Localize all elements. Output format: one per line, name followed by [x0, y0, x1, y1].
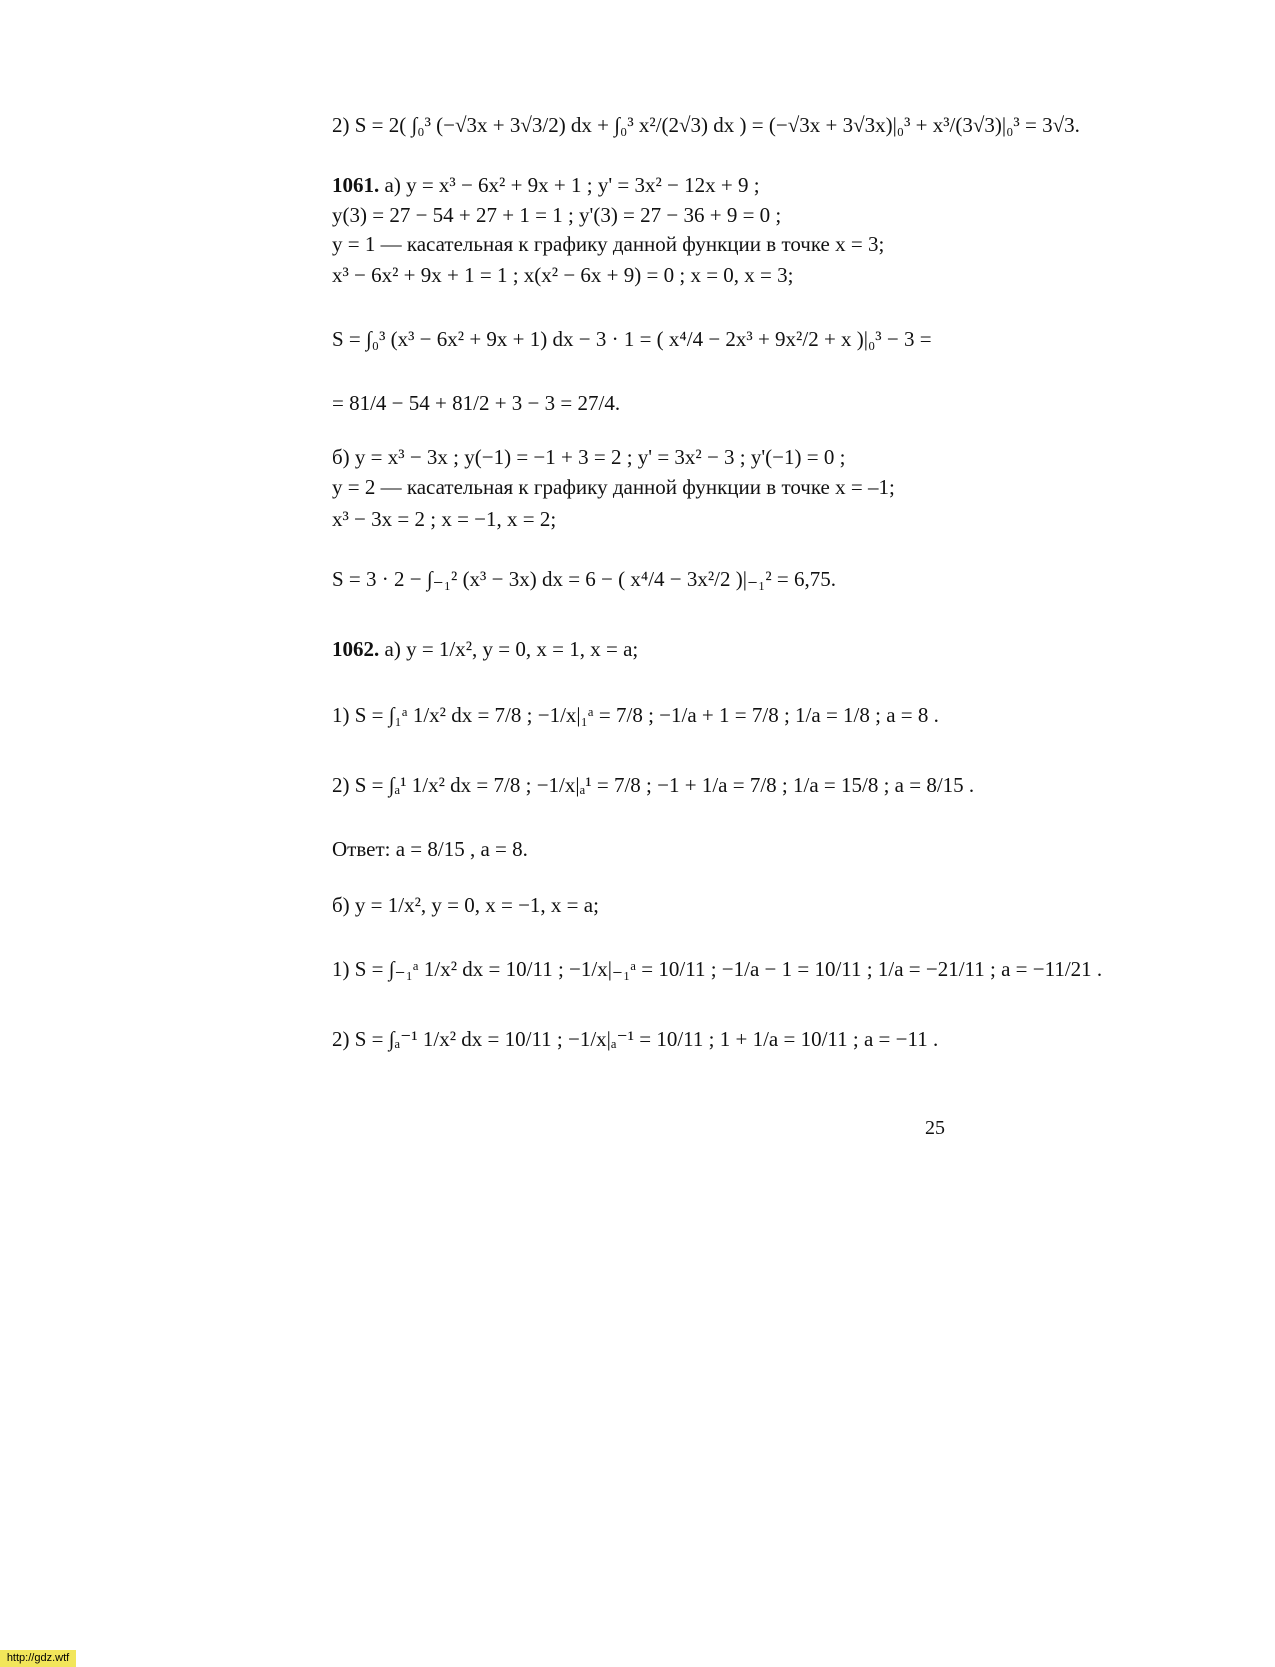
formula-line: 2) S = 2( ∫₀³ (−√3x + 3√3/2) dx + ∫₀³ x²/(2√3) dx ) = (−√3x + 3√3x)|₀³ + x³/(3√3)|₀³ = 3√3. [332, 113, 1080, 137]
formula-line: 1) S = ∫₋₁ᵃ 1/x² dx = 10/11 ; −1/x|₋₁ᵃ = 10/11 ; −1/a − 1 = 10/11 ; 1/a = −21/11 ; a = −11/21 . [332, 957, 1103, 981]
formula-line: 2) S = ∫ₐ¹ 1/x² dx = 7/8 ; −1/x|ₐ¹ = 7/8 ; −1 + 1/a = 7/8 ; 1/a = 15/8 ; a = 8/15 . [332, 773, 975, 797]
formula-line: S = 3 · 2 − ∫₋₁² (x³ − 3x) dx = 6 − ( x⁴/4 − 3x²/2 )|₋₁² = 6,75. [332, 567, 836, 591]
formula-line: y(3) = 27 − 54 + 27 + 1 = 1 ; y'(3) = 27 − 36 + 9 = 0 ; [332, 203, 782, 227]
formula-text: а) y = 1/x², y = 0, x = 1, x = a; [384, 637, 639, 661]
formula-line: 2) S = ∫ₐ⁻¹ 1/x² dx = 10/11 ; −1/x|ₐ⁻¹ = 10/11 ; 1 + 1/a = 10/11 ; a = −11 . [332, 1027, 939, 1051]
formula-line: б) y = 1/x², y = 0, x = −1, x = a; [332, 893, 599, 917]
problem-1061-line [332, 172, 760, 198]
watermark-link[interactable]: http://gdz.wtf [0, 1650, 76, 1667]
text-line: y = 1 — касательная к графику данной функции в точке x = 3; [332, 232, 885, 256]
page-number: 25 [925, 1117, 945, 1139]
formula-line: б) y = x³ − 3x ; y(−1) = −1 + 3 = 2 ; y' = 3x² − 3 ; y'(−1) = 0 ; [332, 445, 846, 469]
formula-line: S = ∫₀³ (x³ − 6x² + 9x + 1) dx − 3 · 1 = ( x⁴/4 − 2x³ + 9x²/2 + x )|₀³ − 3 = [332, 327, 932, 351]
formula-line: x³ − 6x² + 9x + 1 = 1 ; x(x² − 6x + 9) = 0 ; x = 0, x = 3; [332, 263, 794, 287]
problem-number: 1062. [332, 637, 380, 661]
answer-line: Ответ: a = 8/15 , a = 8. [332, 837, 528, 861]
problem-number: 1061. [332, 173, 380, 197]
problem-1062-line [332, 636, 638, 662]
formula-text: а) y = x³ − 6x² + 9x + 1 ; y' = 3x² − 12x + 9 ; [384, 173, 760, 197]
formula-line: 1) S = ∫₁ᵃ 1/x² dx = 7/8 ; −1/x|₁ᵃ = 7/8 ; −1/a + 1 = 7/8 ; 1/a = 1/8 ; a = 8 . [332, 703, 939, 727]
formula-line: = 81/4 − 54 + 81/2 + 3 − 3 = 27/4. [332, 391, 621, 415]
text-line: y = 2 — касательная к графику данной функции в точке x = –1; [332, 475, 895, 499]
formula-line: x³ − 3x = 2 ; x = −1, x = 2; [332, 507, 557, 531]
